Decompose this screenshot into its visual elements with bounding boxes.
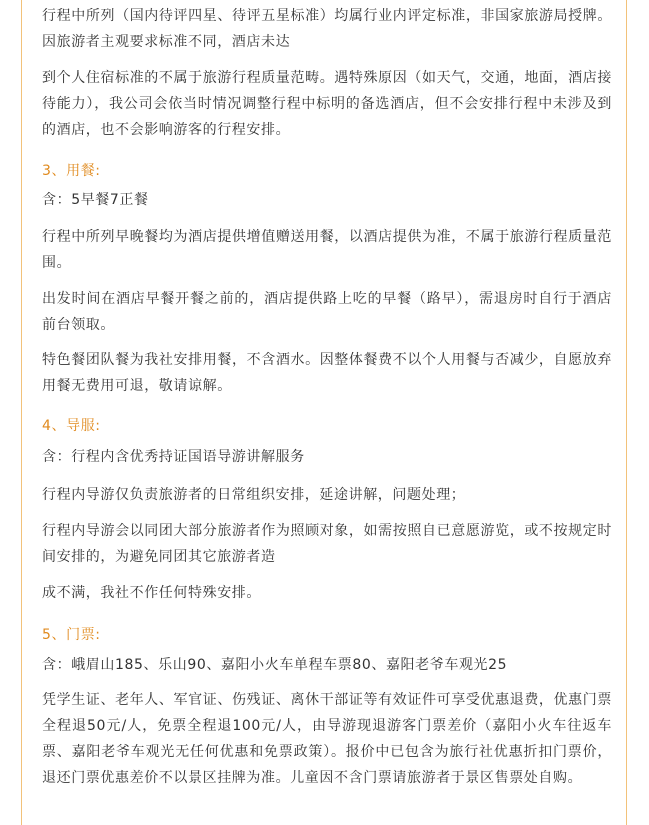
section-heading-tickets: 5、门票: — [42, 627, 101, 643]
hotel-standard-paragraph-2: 到个人住宿标准的不属于旅游行程质量范畴。遇特殊原因（如天气，交通，地面，酒店接待能力），我公司会依当时情况调整行程中标明的备选酒店，但不会安排行程中未涉及到的酒店，也不会影响游客的行程安排。 — [42, 70, 612, 138]
section-heading-guide: 4、导服: — [42, 418, 101, 434]
section-heading-meals: 3、用餐: — [42, 163, 101, 179]
meals-included: 含：5早餐7正餐 — [42, 192, 149, 208]
tickets-included: 含：峨眉山185、乐山90、嘉阳小火车单程车票80、嘉阳老爷车观光25 — [42, 657, 508, 673]
tickets-paragraph: 凭学生证、老年人、军官证、伤残证、离休干部证等有效证件可享受优惠退费，优惠门票全程退50元/人，免票全程退100元/人，由导游现退游客门票差价（嘉阳小火车往返车票、嘉阳老爷车观光无任何优惠和免票政策）。报价中已包含为旅行社优惠折扣门票价，退还门票优惠差价不以景区挂牌为准。儿童因不含门票请旅游者于景区售票处自购。 — [42, 692, 612, 786]
guide-paragraph-2: 行程内导游会以同团大部分旅游者作为照顾对象，如需按照自已意愿游览，或不按规定时间安排的，为避免同团其它旅游者造 — [42, 523, 612, 565]
meals-paragraph-1: 行程中所列早晚餐均为酒店提供增值赠送用餐，以酒店提供为准，不属于旅游行程质量范围。 — [42, 229, 612, 271]
guide-paragraph-1: 行程内导游仅负责旅游者的日常组织安排，延途讲解，问题处理； — [42, 487, 466, 503]
meals-paragraph-3: 特色餐团队餐为我社安排用餐，不含酒水。因整体餐费不以个人用餐与否减少，自愿放弃用餐无费用可退，敬请谅解。 — [42, 352, 612, 394]
meals-paragraph-2: 出发时间在酒店早餐开餐之前的，酒店提供路上吃的早餐（路早），需退房时自行于酒店前台领取。 — [42, 291, 612, 333]
hotel-standard-paragraph-1: 行程中所列（国内待评四星、待评五星标准）均属行业内评定标准，非国家旅游局授牌。因旅游者主观要求标准不同，酒店未达 — [42, 8, 612, 50]
guide-paragraph-3: 成不满，我社不作任何特殊安排。 — [42, 585, 261, 601]
guide-included: 含：行程内含优秀持证国语导游讲解服务 — [42, 449, 305, 465]
